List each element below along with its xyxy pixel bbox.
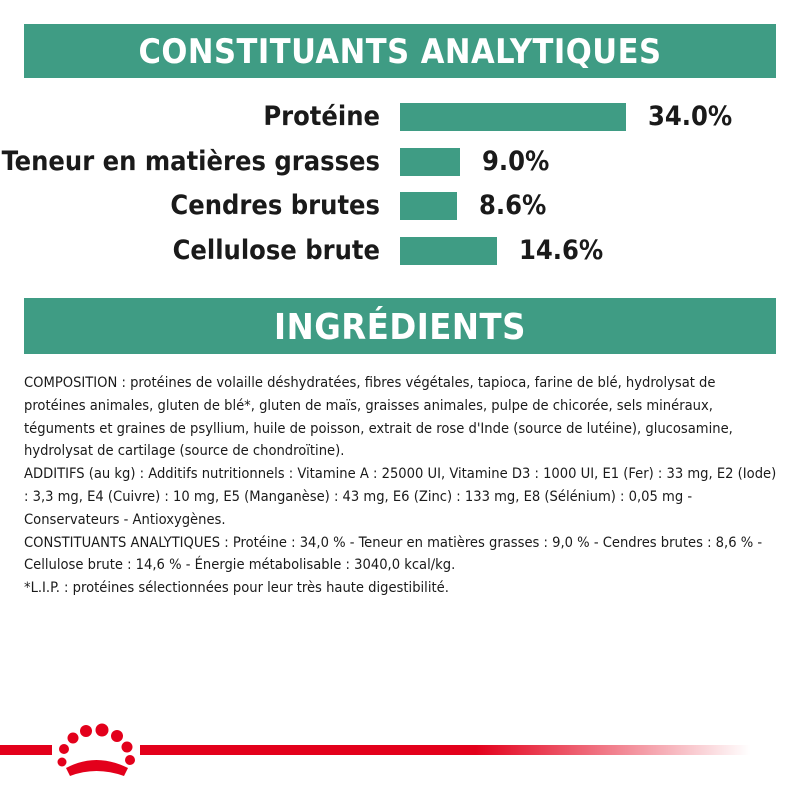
nutrient-value: 34.0%: [648, 101, 733, 132]
royal-canin-crown-icon: [50, 718, 142, 784]
ingredients-text: [24, 372, 780, 600]
additives-paragraph: ADDITIFS (au kg) : Additifs nutritionnels : Vitamine A : 25000 UI, Vitamine D3 : 1000 UI, E1 (Fer) : 33 mg, E2 (Iode) : 3,3 mg, E4 (Cuivre) : 10 mg, E5 (Manganèse) : 43 mg, E6 (Zinc) : 133 mg, E8 (Sélénium) : 0,05 mg - Conservateurs - Antioxygènes.: [24, 465, 777, 528]
nutrient-label: Teneur en matières grasses: [1, 145, 380, 177]
nutrient-value: 8.6%: [479, 190, 547, 221]
nutrient-bar: [400, 103, 626, 131]
ingredients-header: INGRÉDIENTS: [24, 298, 776, 354]
nutrient-row: [0, 186, 800, 226]
footnote-paragraph: *L.I.P. : protéines sélectionnées pour leur très haute digestibilité.: [24, 579, 449, 597]
nutrient-value: 9.0%: [482, 145, 550, 177]
analytic-constituents-paragraph: CONSTITUANTS ANALYTIQUES : Protéine : 34,0 % - Teneur en matières grasses : 9,0 % - Cendres brutes : 8,6 % - Cellulose brute : 14,6 % - Énergie métabolisable : 3040,0 kcal/kg.: [24, 533, 763, 574]
footer-red-line-left: [0, 745, 52, 755]
nutrient-row: [0, 142, 800, 182]
nutrient-bar: [400, 148, 460, 176]
nutrient-bar: [400, 192, 457, 220]
composition-paragraph: COMPOSITION : protéines de volaille déshydratées, fibres végétales, tapioca, farine de blé, hydrolysat de protéines animales, gluten de blé*, gluten de maïs, graisses animales, pulpe de chicorée, sels minéraux, téguments et graines de psyllium, huile de poisson, extrait de rose d'Inde (source de lutéine), glucosamine, hydrolysat de cartilage (source de chondroïtine).: [24, 374, 733, 460]
nutrient-value: 14.6%: [519, 234, 604, 266]
nutrient-row: [0, 231, 800, 271]
nutrient-label: Protéine: [263, 101, 380, 132]
nutrient-label: Cendres brutes: [170, 190, 380, 221]
nutrient-bar: [400, 237, 497, 265]
nutrient-label: Cellulose brute: [172, 234, 380, 266]
nutrient-row: [0, 97, 800, 137]
analytic-constituents-header: CONSTITUANTS ANALYTIQUES: [24, 24, 776, 78]
footer-red-line-right: [140, 745, 750, 755]
